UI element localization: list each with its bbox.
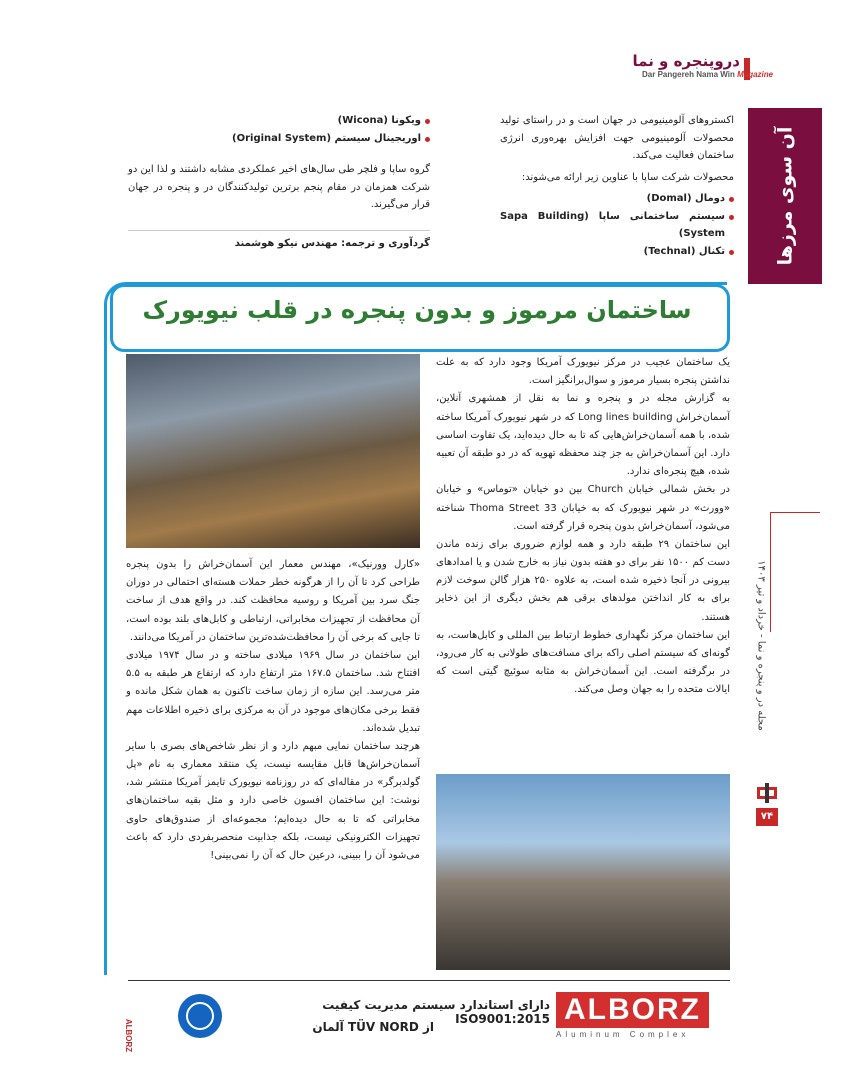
side-brand-wrap xyxy=(122,1000,136,1070)
list-item: دومال (Domal) xyxy=(500,190,734,208)
side-brand: ALBORZ xyxy=(124,1018,134,1052)
building-photo-upward xyxy=(126,354,420,548)
product-list xyxy=(500,190,734,260)
article-left-column xyxy=(126,556,420,865)
top-right-para-2: محصولات شرکت ساپا با عناوین زیر ارائه می‌شوند: xyxy=(521,171,734,183)
article-paragraph: این ساختمان در سال ۱۹۶۹ میلادی ساخته و در سال ۱۹۷۴ میلادی افتتاح شد. ساختمان ۱۶۷.۵ متر ارتفاع دارد که ارتفاع هر طبقه به ۵.۵ متر می‌رسد. این سازه از زمان ساخت تاکنون به همان شکل مانده و فقط برخی مکان‌های موجود در آن به مرکزی برای ذخیره اطلاعات مهم تبدیل شده‌اند. xyxy=(126,649,420,734)
top-right-column xyxy=(500,112,734,260)
alborz-logo xyxy=(556,992,730,1039)
author-divider xyxy=(128,230,430,231)
article-paragraph: یک ساختمان عجیب در مرکز نیویورک آمریکا وجود دارد که به علت نداشتن پنجره بسیار مرموز و سوال‌برانگیز است. xyxy=(436,357,730,387)
footer-rule xyxy=(128,980,730,981)
section-title: آن سوی مرزها xyxy=(774,126,796,266)
magazine-logo xyxy=(632,52,774,82)
alborz-wordmark: ALBORZ xyxy=(556,992,709,1028)
article-paragraph: این ساختمان مرکز نگهداری خطوط ارتباط بین المللی و کابل‌هاست، به گونه‌ای که سیستم اصلی راکه برای مسافت‌های طولانی به کار می‌رود، در برگرفته است. این آسمان‌خراش به مثابه سوئیچ گیتی است که ایالات متحده را به جهان وصل می‌کند. xyxy=(436,629,730,696)
issue-text-wrap xyxy=(746,520,776,770)
alborz-tagline: Aluminum Complex xyxy=(556,1030,690,1039)
author-credit: گردآوری و ترجمه: مهندس نیکو هوشمند xyxy=(234,238,430,249)
article-paragraph: «کارل وورنیک»، مهندس معمار این آسمان‌خراش را بدون پنجره طراحی کرد تا آن را از هرگونه خطر حملات هسته‌ای احتمالی در دوران جنگ سرد بین آمریکا و روسیه محافظت کند. در واقع هدف از ساخت آن محافظت از تجهیزات مخابراتی، ارتباطی و کابل‌های بلند بوده است، تا جایی که برخی آن را محافظت‌شده‌ترین ساختمان در آمریکا می‌دانند. xyxy=(126,559,420,643)
article-right-column xyxy=(436,354,730,700)
sidebar-rule-h xyxy=(770,512,820,513)
top-right-para-1: اکستروهای آلومینیومی در جهان است و در راستای تولید محصولات آلومینیومی جهت افزایش بهره‌وری انرژی ساختمان فعالیت می‌کند. xyxy=(500,115,734,161)
article-paragraph: هرچند ساختمان نمایی مبهم دارد و از نظر شاخص‌های بصری با سایر آسمان‌خراش‌ها قابل مقایسه نیست، یک منتقد معماری به نام «پل گولدبرگر» در مقاله‌ای که در روزنامه نیویورک تایمز آمریکا منتشر شد، نوشت: این ساختمان افسون خاصی دارد و مثل بقیه ساختمان‌های مخابراتی که تا به حال دیده‌ایم؛ مجموعه‌ای از صندوق‌های حاوی تجهیزات الکترونیکی نیست، بلکه جذابیت منحصربفردی دارد که باعث می‌شود آن را ببینی، درعین حال که آن را نمی‌بینی! xyxy=(126,740,420,861)
article-paragraph: این ساختمان ۲۹ طبقه دارد و همه لوازم ضروری برای زنده ماندن دست کم ۱۵۰۰ نفر برای دو هفته بدون نیاز به خارج شدن و یا امدادهای بیرونی در آنجا ذخیره شده است، به علاوه ۲۵۰ هزار گالن سوخت لازم برای به کار انداختن مولدهای برقی هم بخش دیگری از این ذخایر هستند. xyxy=(436,538,731,623)
logo-sub-text xyxy=(642,70,773,79)
article-title: ساختمان مرموز و بدون پنجره در قلب نیویورک xyxy=(142,296,692,324)
list-item: ویکونا (Wicona) xyxy=(128,112,430,130)
logo-main-text: دروپنجره و نما xyxy=(632,52,740,70)
top-left-column xyxy=(128,112,430,214)
product-list-continued xyxy=(128,112,430,147)
window-icon xyxy=(756,782,778,804)
section-title-wrap xyxy=(748,108,822,284)
article-paragraph: در بخش شمالی خیابان Church بین دو خیابان «توماس» و خیابان «وورث» در شهر نیویورک که به خیابان Thoma Street 33 شناخته می‌شود، آسمان‌خراش بدون پنجره قرار گرفته است. xyxy=(436,484,731,532)
page-number: ۷۴ xyxy=(756,808,778,826)
iso-certificate-line2: از TÜV NORD آلمان xyxy=(312,1020,434,1034)
list-item: اوریجینال سیستم (Original System) xyxy=(128,130,430,148)
article-paragraph: به گزارش مجله در و پنجره و نما به نقل از همشهری آنلاین، آسمان‌خراش Long lines building که در شهر نیویورک آمریکا ساخته شده، با همه آسمان‌خراش‌هایی که تا به حال دیده‌اید، یک تفاوت اساسی دارد. این آسمان‌خراش به جز چند محفظه تهویه که در دو طبقه آن تعبیه شده، هیچ پنجره‌ای ندارد. xyxy=(436,393,730,478)
logo-magazine: Magazine xyxy=(737,70,774,79)
issue-text: مجله در و پنجره و نما - خرداد و تیر ۱۴۰۳ xyxy=(755,559,767,731)
building-photo-street xyxy=(436,774,730,970)
logo-brand: Dar Pangereh Nama Win xyxy=(642,70,735,79)
iso-certificate-line1: دارای استاندارد سیستم مدیریت کیفیت ISO9001:2015 xyxy=(322,998,550,1026)
list-item: سیستم ساختمانی ساپا (Sapa Building System) xyxy=(500,208,734,243)
tuv-nord-seal-icon xyxy=(178,994,222,1038)
top-left-para: گروه ساپا و فلچر طی سال‌های اخیر عملکردی مشابه داشتند و لذا این دو شرکت همزمان در مقام پنجم برترین تولیدکنندگان در و پنجره در جهان قرار می‌گیرند. xyxy=(128,164,430,210)
list-item: تکنال (Technal) xyxy=(500,243,734,261)
